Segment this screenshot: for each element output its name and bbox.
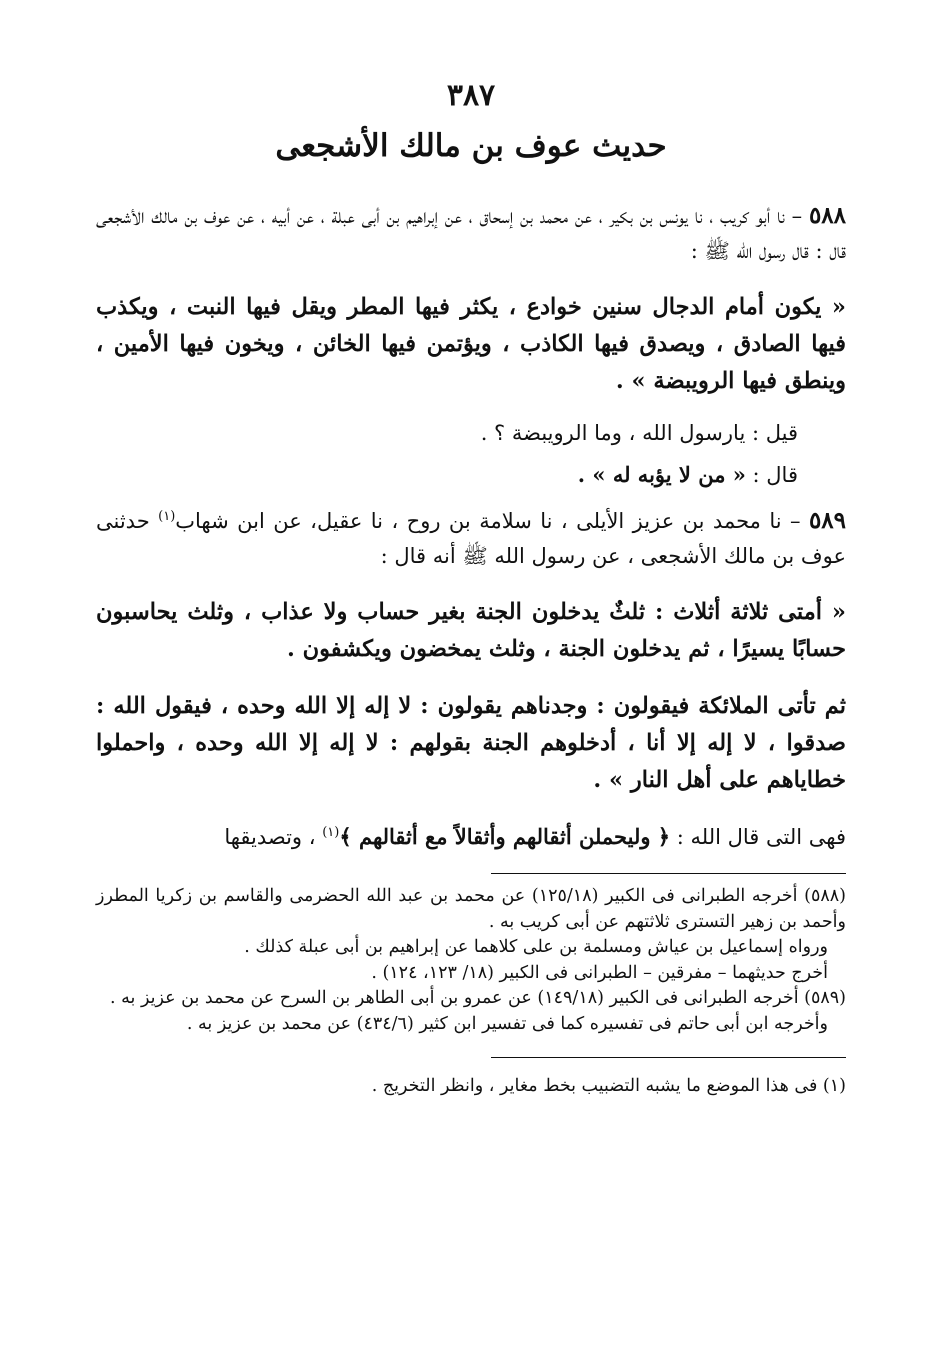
hadith-588-answer-intro: قال : [745, 463, 798, 487]
hadith-589-isnad-text-2: حدثنى عوف بن مالك الأشجعى ، عن رسول الله ﷺ أنه قال : [96, 509, 846, 568]
footnote-ref-1: (١) [158, 509, 176, 524]
hadith-589-isnad [96, 499, 846, 574]
footnote-589-2: وأخرجه ابن أبى حاتم فى تفسيره كما فى تفسير ابن كثير (٤٣٤/٦) عن محمد بن عزيز به . [186, 1013, 828, 1034]
footnote-ref-2: (١) [322, 825, 340, 840]
note-1: (١) فى هذا الموضع ما يشبه التضبيب بخط مغاير ، وانظر التخريج . [371, 1076, 846, 1096]
hadith-588-answer [96, 457, 846, 493]
hadith-589-number: ٥٨٩ [808, 507, 846, 534]
footnote-588-3: أخرج حديثهما – مفرقين – الطبرانى فى الكبير (١٨/ ١٢٣، ١٢٤) . [371, 962, 828, 983]
hadith-588-isnad [96, 198, 846, 269]
footnote-divider [491, 873, 846, 874]
hadith-588-isnad-text: – نا أبو كريب ، نا يونس بن بكير ، عن محمد بن إسحاق ، عن إبراهيم بن أبى عبلة ، عن أبيه ، عن عوف بن مالك الأشجعى قال : قال رسول الله ﷺ : [96, 204, 846, 263]
footnote-589-1: (٥٨٩) أخرجه الطبرانى فى الكبير (١٤٩/١٨) عن عمرو بن أبى الطاهر بن السرح عن محمد بن عزيز به . [110, 988, 846, 1008]
margin-notes [96, 1074, 846, 1100]
hadith-589-matn-1: « أمتى ثلاثة أثلاث : ثلثٌ يدخلون الجنة بغير حساب ولا عذاب ، وثلث يحاسبون حسابًا يسيرًا ، ثم يدخلون الجنة ، وثلث يمخضون ويكشفون . [96, 599, 846, 662]
quran-intro: فهى التى قال الله : [670, 825, 846, 849]
hadith-588-matn: « يكون أمام الدجال سنين خوادع ، يكثر فيها المطر ويقل فيها النبت ، ويكذب فيها الصادق ، ويصدق فيها الكاذب ، ويؤتمن فيها الخائن ، ويخون فيها الأمين ، وينطق فيها الرويبضة » . [96, 294, 846, 394]
hadith-589-matn-2: ثم تأتى الملائكة فيقولون : وجدناهم يقولون : لا إله إلا الله وحده ، فيقول الله : صدقوا ، لا إله إلا أنا ، أدخلوهم الجنة بقولهم : لا إله إلا الله وحده ، واحملوا خطاياهم على أهل النار » . [96, 693, 846, 793]
hadith-588-question: قيل : يارسول الله ، وما الرويبضة ؟ . [480, 421, 798, 445]
note-divider [491, 1057, 846, 1058]
hadith-589-isnad-text-1: – نا محمد بن عزيز الأيلى ، نا سلامة بن روح ، نا عقيل، عن ابن شهاب [175, 509, 809, 533]
footnote-588-2: ورواه إسماعيل بن عياش ومسلمة بن على كلاهما عن إبراهيم بن أبى عبلة كذلك . [244, 937, 828, 957]
footnote-588-1: (٥٨٨) أخرجه الطبرانى فى الكبير (١٢٥/١٨) عن محمد بن عبد الله الحضرمى والقاسم بن زكريا المطرز وأحمد بن زهير التسترى ثلاثتهم عن أبى كريب به . [96, 886, 846, 932]
quran-verse: ﴿ وليحملن أثقالهم وأثقالاً مع أثقالهم ﴾ [339, 824, 671, 849]
page-number: ٣٨٧ [446, 78, 496, 113]
chapter-title: حديث عوف بن مالك الأشجعى [275, 128, 667, 164]
quran-line-end: ، وتصديقها [224, 825, 323, 849]
takhrij-footnotes [96, 884, 846, 1037]
hadith-588-number: ٥٨٨ [808, 202, 846, 229]
hadith-589-quran-line [96, 815, 846, 855]
hadith-588-answer-text: « من لا يؤبه له » . [577, 462, 746, 487]
